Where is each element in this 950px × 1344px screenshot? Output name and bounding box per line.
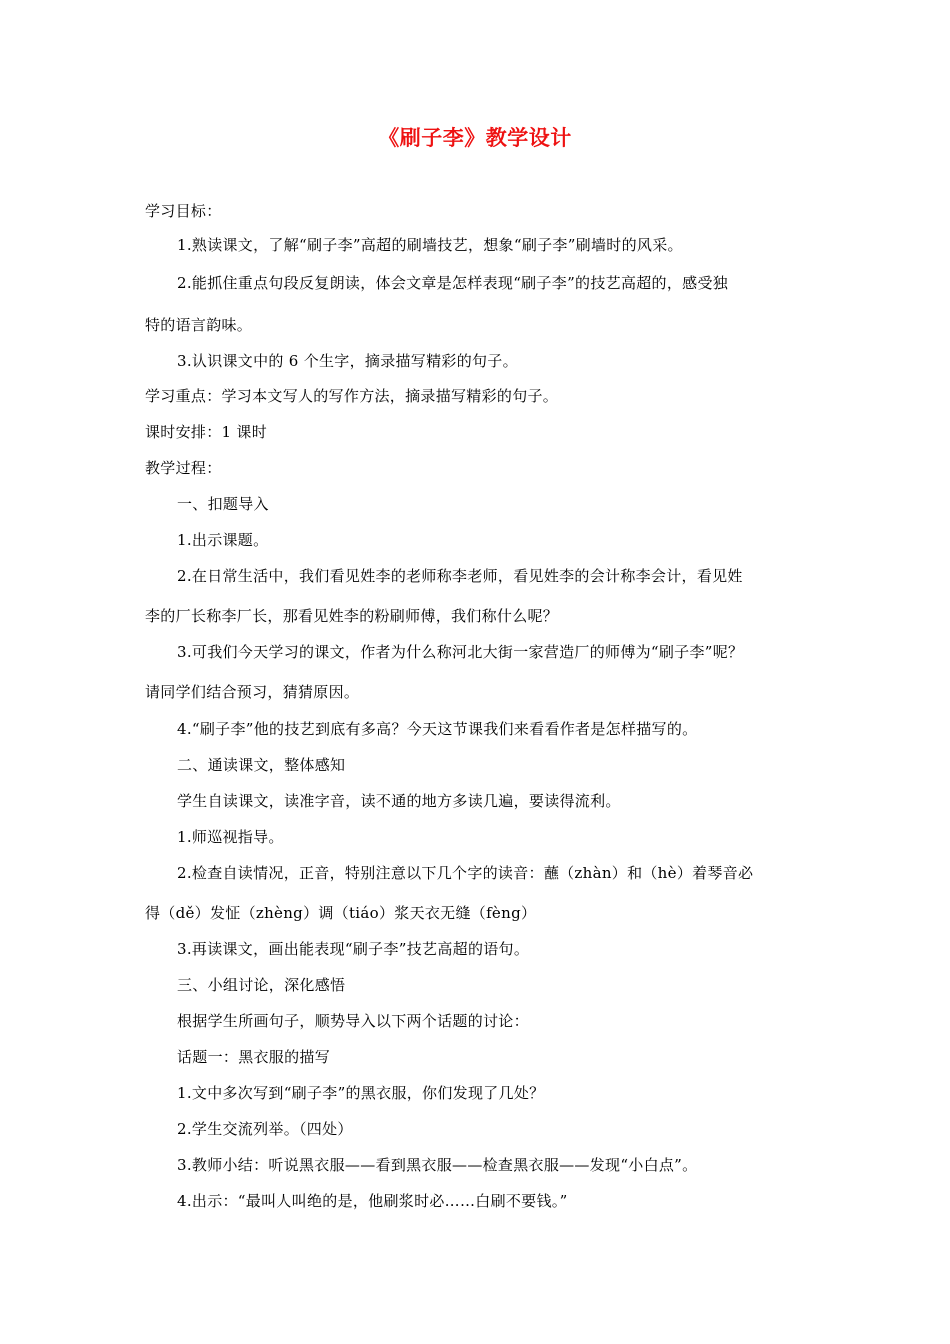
text-line: 1.师巡视指导。 — [177, 828, 284, 846]
text-line: 3.认识课文中的 6 个生字，摘录描写精彩的句子。 — [177, 352, 518, 370]
text-line: 得（dě）发怔（zhèng）调（tiáo）浆天衣无缝（fèng） — [145, 904, 537, 922]
text-line: 二、通读课文，整体感知 — [177, 756, 346, 774]
text-line: 请同学们结合预习，猜猜原因。 — [145, 683, 360, 701]
text-line: 特的语言韵味。 — [145, 316, 253, 334]
text-line: 一、扣题导入 — [177, 495, 269, 513]
text-line: 2.检查自读情况，正音，特别注意以下几个字的读音：蘸（zhàn）和（hè）着琴音必 — [177, 864, 754, 882]
text-line: 李的厂长称李厂长，那看见姓李的粉刷师傅，我们称什么呢？ — [145, 607, 559, 625]
text-line: 学习重点：学习本文写人的写作方法，摘录描写精彩的句子。 — [145, 387, 559, 405]
text-line: 教学过程： — [145, 459, 222, 477]
text-line: 3.教师小结：听说黑衣服——看到黑衣服——检查黑衣服——发现“小白点”。 — [177, 1156, 698, 1174]
text-line: 学生自读课文，读准字音，读不通的地方多读几遍，要读得流利。 — [177, 792, 621, 810]
text-line: 学习目标： — [145, 202, 222, 220]
text-line: 1.文中多次写到“刷子李”的黑衣服，你们发现了几处？ — [177, 1084, 545, 1102]
text-line: 1.出示课题。 — [177, 531, 269, 549]
page-title: 《刷子李》教学设计 — [378, 126, 572, 150]
text-line: 话题一：黑衣服的描写 — [177, 1048, 331, 1066]
text-line: 4.“刷子李”他的技艺到底有多高？今天这节课我们来看看作者是怎样描写的。 — [177, 720, 698, 738]
text-line: 课时安排：1 课时 — [145, 423, 268, 441]
text-line: 2.能抓住重点句段反复朗读，体会文章是怎样表现“刷子李”的技艺高超的，感受独 — [177, 274, 729, 292]
text-line: 三、小组讨论，深化感悟 — [177, 976, 346, 994]
text-line: 2.在日常生活中，我们看见姓李的老师称李老师，看见姓李的会计称李会计，看见姓 — [177, 567, 743, 585]
text-line: 3.再读课文，画出能表现“刷子李”技艺高超的语句。 — [177, 940, 530, 958]
text-line: 3.可我们今天学习的课文，作者为什么称河北大街一家营造厂的师傅为“刷子李”呢？ — [177, 643, 744, 661]
text-line: 1.熟读课文，了解“刷子李”高超的刷墙技艺，想象“刷子李”刷墙时的风采。 — [177, 236, 683, 254]
text-line: 4.出示：“最叫人叫绝的是，他刷浆时必……白刷不要钱。” — [177, 1192, 568, 1210]
text-line: 根据学生所画句子，顺势导入以下两个话题的讨论： — [177, 1012, 529, 1030]
text-line: 2.学生交流列举。（四处） — [177, 1120, 353, 1138]
